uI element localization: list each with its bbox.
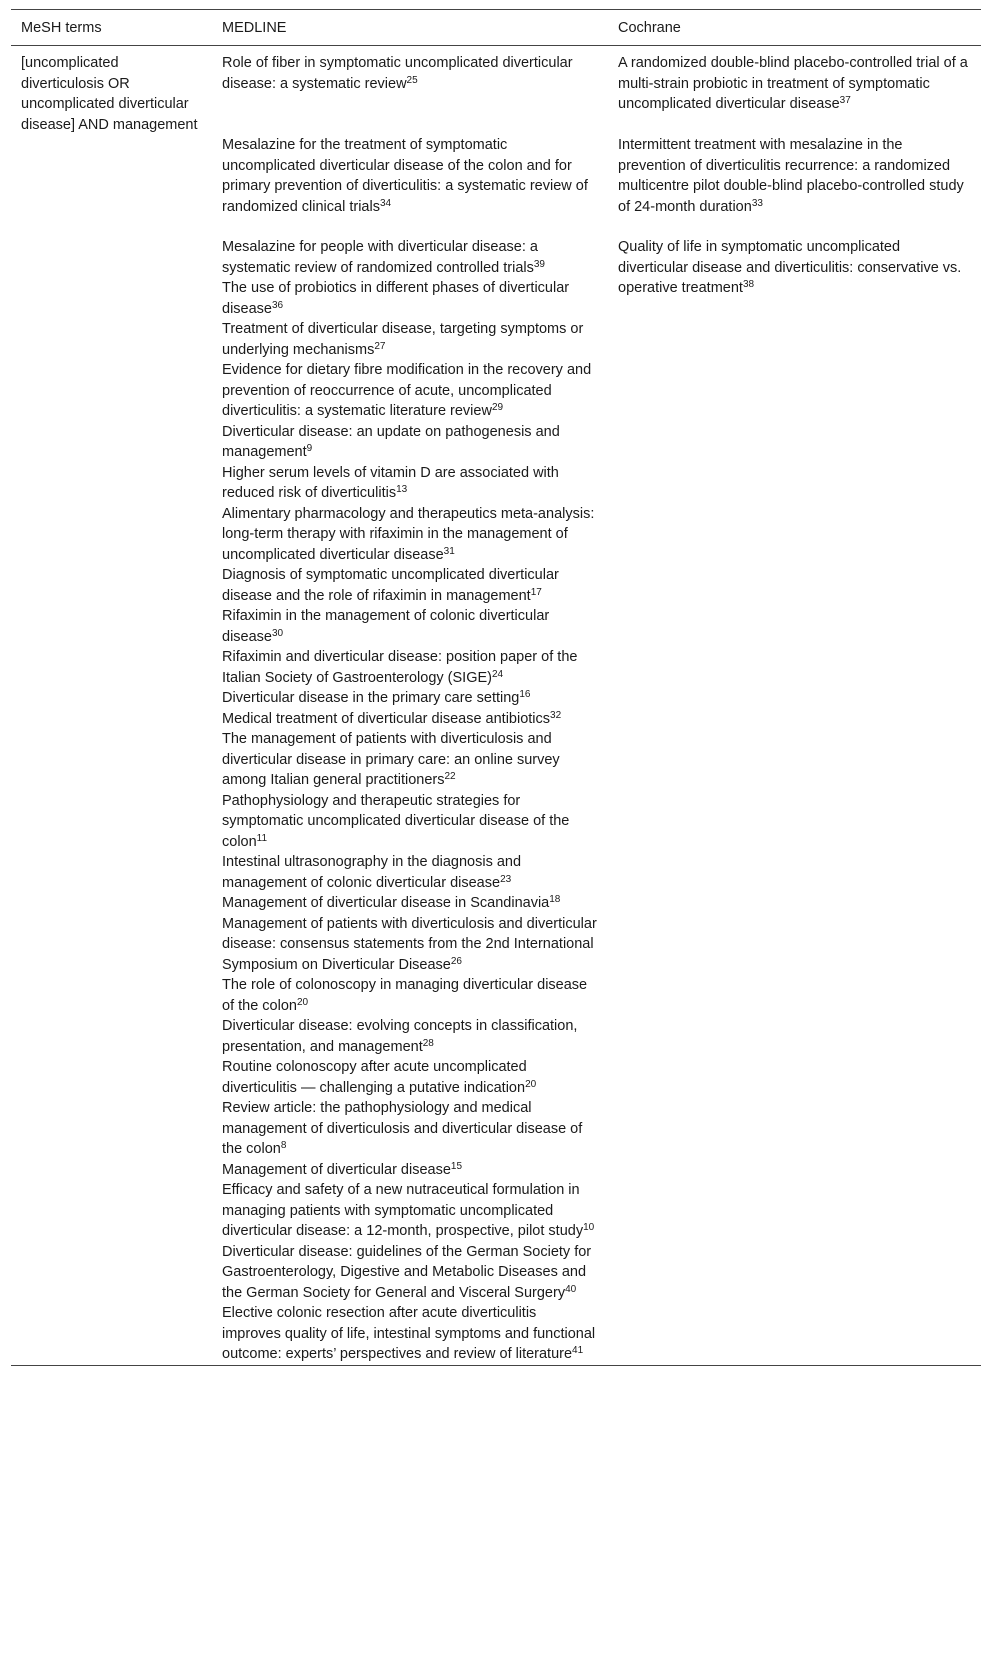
medline-entry <box>222 565 598 606</box>
medline-entry <box>222 688 598 709</box>
medline-entry-title: Higher serum levels of vitamin D are associated with reduced risk of diverticulitis <box>222 464 559 501</box>
cochrane-entry <box>618 53 971 135</box>
medline-entry-title: Routine colonoscopy after acute uncomplicated diverticulitis — challenging a putative indication <box>222 1059 527 1096</box>
medline-entry-ref: 11 <box>256 832 268 844</box>
medline-entry-title: Diagnosis of symptomatic uncomplicated diverticular disease and the role of rifaximin in management <box>222 567 559 604</box>
table-header-row <box>11 10 981 46</box>
medline-entry-title: Rifaximin and diverticular disease: position paper of the Italian Society of Gastroenterology (SIGE) <box>222 649 578 686</box>
medline-entry <box>222 1016 598 1057</box>
medline-entry-ref: 34 <box>379 197 392 209</box>
mesh-term: [uncomplicated diverticulosis OR uncomplicated diverticular disease] AND management <box>21 55 198 133</box>
medline-entry-title: Efficacy and safety of a new nutraceutical formulation in managing patients with symptomatic uncomplicated diverticular disease: a 12-month, prospective, pilot study <box>222 1182 584 1239</box>
medline-entry-ref: 8 <box>280 1140 287 1151</box>
medline-entry-title: Review article: the pathophysiology and medical management of diverticulosis and diverticular disease of the colon <box>222 1100 583 1157</box>
medline-entry-title: Management of diverticular disease in Scandinavia <box>222 895 550 911</box>
medline-entry-title: Rifaximin in the management of colonic diverticular disease <box>222 608 550 645</box>
medline-entry-title: Management of diverticular disease <box>222 1161 451 1178</box>
medline-entry <box>222 135 598 237</box>
cochrane-entry <box>618 135 971 237</box>
medline-entry-ref: 41 <box>572 1345 584 1356</box>
medline-entry <box>222 1098 598 1160</box>
cochrane-entry <box>618 237 971 299</box>
medline-entry-title: Management of patients with diverticulosis and diverticular disease: consensus statements from the 2nd International Symposium on Diverticular Disease <box>222 915 597 973</box>
medline-entry-ref: 36 <box>271 299 284 311</box>
medline-entry <box>222 709 598 730</box>
medline-entry-ref: 18 <box>549 894 561 905</box>
medline-entry <box>222 1160 598 1181</box>
mesh-term-cell <box>11 46 212 1366</box>
medline-entry-ref: 17 <box>530 586 542 598</box>
medline-entry <box>222 504 598 566</box>
medline-entry-ref: 31 <box>443 545 455 557</box>
medline-entry-ref: 10 <box>583 1222 595 1233</box>
medline-entry <box>222 1180 598 1242</box>
medline-entry <box>222 463 598 504</box>
medline-entry-title: Elective colonic resection after acute diverticulitis improves quality of life, intestinal symptoms and functional outcome: experts’ perspectives and review of literature <box>222 1305 596 1362</box>
medline-entry-title: The role of colonoscopy in managing diverticular disease of the colon <box>222 977 588 1014</box>
cochrane-entry-title: Quality of life in symptomatic uncomplicated diverticular disease and diverticulitis: conservative vs. operative treatment <box>618 239 962 296</box>
medline-entry-ref: 16 <box>519 689 531 700</box>
medline-entry-title: Role of fiber in symptomatic uncomplicated diverticular disease: a systematic review <box>222 55 573 92</box>
medline-entry-title: Alimentary pharmacology and therapeutics meta-analysis: long-term therapy with rifaximin in the management of uncomplicated diverticular disease <box>222 505 595 563</box>
medline-entry <box>222 319 598 360</box>
medline-entry-title: Intestinal ultrasonography in the diagnosis and management of colonic diverticular disease <box>222 854 522 891</box>
medline-entry-title: Treatment of diverticular disease, targeting symptoms or underlying mechanisms <box>222 321 584 358</box>
medline-entry-ref: 30 <box>271 627 284 639</box>
medline-entry <box>222 1303 598 1365</box>
medline-entry <box>222 1242 598 1304</box>
medline-entry-ref: 22 <box>444 771 456 782</box>
medline-entry-title: The use of probiotics in different phases of diverticular disease <box>222 280 570 317</box>
medline-entry <box>222 53 598 135</box>
cochrane-entry-title: Intermittent treatment with mesalazine in the prevention of diverticulitis recurrence: a randomized multicentre pilot double-blind placebo-controlled study of 24-month duration <box>618 137 964 215</box>
medline-entry-ref: 25 <box>406 74 418 86</box>
medline-entry <box>222 647 598 688</box>
medline-entry-ref: 29 <box>491 402 504 413</box>
medline-entry <box>222 1057 598 1098</box>
medline-entry-ref: 13 <box>396 484 408 495</box>
medline-entry-title: Mesalazine for people with diverticular disease: a systematic review of randomized controlled trials <box>222 239 538 276</box>
medline-entry-ref: 23 <box>500 873 512 885</box>
medline-entry-title: Diverticular disease: evolving concepts in classification, presentation, and management <box>222 1018 578 1055</box>
medline-entry-ref: 20 <box>296 996 309 1008</box>
medline-entry-ref: 9 <box>306 443 313 454</box>
medline-entry <box>222 852 598 893</box>
cochrane-entry-ref: 37 <box>839 95 851 106</box>
medline-entry <box>222 729 598 791</box>
medline-entry <box>222 791 598 853</box>
medline-entry <box>222 422 598 463</box>
medline-entry-ref: 27 <box>374 340 386 352</box>
medline-entry-ref: 40 <box>565 1283 577 1295</box>
medline-entry-ref: 39 <box>533 258 545 270</box>
medline-entry <box>222 360 598 422</box>
medline-entry-title: Diverticular disease: an update on pathogenesis and management <box>222 423 560 460</box>
medline-entry-ref: 32 <box>550 709 562 721</box>
medline-entry <box>222 893 598 914</box>
medline-entry <box>222 975 598 1016</box>
cochrane-entry-ref: 38 <box>742 279 755 290</box>
cochrane-entry-ref: 33 <box>751 197 763 209</box>
medline-entry-ref: 28 <box>422 1037 434 1049</box>
references-table <box>11 9 981 1366</box>
medline-entry-title: Mesalazine for the treatment of symptomatic uncomplicated diverticular disease of the colon and for primary prevention of diverticulitis: a systematic review of randomized clinical trials <box>222 137 588 215</box>
table-row <box>11 46 981 1366</box>
medline-entry-ref: 20 <box>525 1078 537 1090</box>
medline-entry <box>222 278 598 319</box>
medline-cell <box>212 46 608 1366</box>
cochrane-entry-title: A randomized double-blind placebo-controlled trial of a multi-strain probiotic in treatment of symptomatic uncomplicated diverticular disease <box>618 55 968 112</box>
medline-entry-ref: 26 <box>450 955 462 967</box>
header-medline: MEDLINE <box>212 10 608 46</box>
medline-entry <box>222 606 598 647</box>
medline-entry-title: Evidence for dietary fibre modification in the recovery and prevention of reoccurrence of acute, uncomplicated diverticulitis: a systematic literature review <box>222 362 592 419</box>
references-table-container <box>11 9 981 1366</box>
cochrane-cell <box>608 46 981 1366</box>
header-cochrane: Cochrane <box>608 10 981 46</box>
medline-entry-ref: 24 <box>492 668 504 680</box>
medline-entry <box>222 914 598 976</box>
medline-entry-title: Medical treatment of diverticular disease antibiotics <box>222 710 551 727</box>
medline-entry-title: Diverticular disease: guidelines of the German Society for Gastroenterology, Digestive and Metabolic Diseases and the German Society for General and Visceral Surgery <box>222 1243 592 1301</box>
medline-entry-title: The management of patients with diverticulosis and diverticular disease in primary care: an online survey among Italian general practitioners <box>222 731 560 788</box>
medline-entry-ref: 15 <box>450 1160 463 1172</box>
medline-entry <box>222 237 598 278</box>
header-mesh-terms: MeSH terms <box>11 10 212 46</box>
medline-entry-title: Pathophysiology and therapeutic strategies for symptomatic uncomplicated diverticular disease of the colon <box>222 792 570 850</box>
medline-entry-title: Diverticular disease in the primary care setting <box>222 690 520 706</box>
